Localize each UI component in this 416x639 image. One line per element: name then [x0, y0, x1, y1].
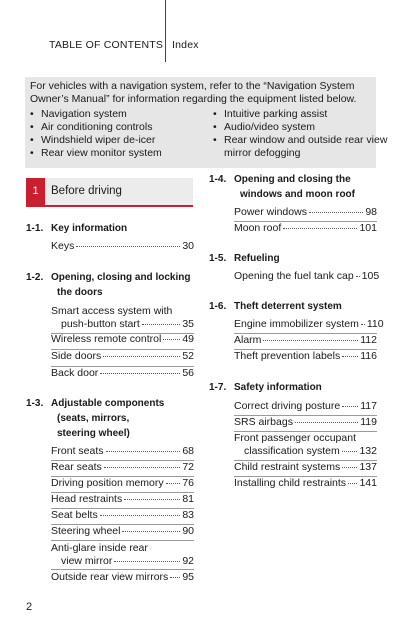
- section-heading[interactable]: 1-3. Adjustable components (seats, mirrors, steering wheel): [26, 398, 165, 439]
- toc-entry-side-doors[interactable]: Side doors 52: [51, 350, 194, 362]
- toc-entry-driving-memory[interactable]: Driving position memory 76: [51, 477, 194, 489]
- page-number: 2: [26, 601, 33, 613]
- notice-text: For vehicles with a navigation system, refer to the “Navigation System Owner’s Manual” for information regarding the equipment listed below.: [30, 80, 357, 105]
- toc-entry-rear-seats[interactable]: Rear seats 72: [51, 461, 194, 473]
- section-heading[interactable]: 1-6. Theft deterrent system: [209, 301, 342, 312]
- toc-entry-smart-access[interactable]: Smart access system with push-button start 35: [51, 305, 194, 330]
- toc-entry-head-restraints[interactable]: Head restraints 81: [51, 493, 194, 505]
- toc-entry-keys[interactable]: Keys 30: [51, 240, 194, 252]
- entry-divider: [51, 569, 194, 570]
- chapter-heading[interactable]: [26, 178, 193, 207]
- section-heading[interactable]: 1-7. Safety information: [209, 382, 322, 393]
- toc-entry-immobilizer[interactable]: Engine immobilizer system 110: [234, 318, 384, 330]
- notice-item: • Rear window and outside rear view: [213, 134, 388, 146]
- section-heading[interactable]: 1-2. Opening, closing and locking the doors: [26, 272, 191, 298]
- toc-entry-child-restraint-systems[interactable]: Child restraint systems 137: [234, 461, 377, 473]
- toc-header-label: TABLE OF CONTENTS: [49, 39, 164, 51]
- entry-divider: [51, 540, 194, 541]
- toc-entry-moon-roof[interactable]: Moon roof 101: [234, 222, 377, 234]
- toc-entry-occupant-classification[interactable]: Front passenger occupant classification system 132: [234, 432, 377, 457]
- toc-entry-fuel-tank-cap[interactable]: Opening the fuel tank cap 105: [234, 270, 380, 282]
- notice-item-continued: mirror defogging: [224, 147, 301, 159]
- toc-entry-alarm[interactable]: Alarm 112: [234, 334, 377, 346]
- notice-item: • Windshield wiper de-icer: [30, 134, 156, 146]
- chapter-title: Before driving: [45, 178, 193, 205]
- notice-item: • Navigation system: [30, 108, 127, 120]
- toc-entry-srs-airbags[interactable]: SRS airbags 119: [234, 416, 377, 428]
- section-heading[interactable]: 1-4. Opening and closing the windows and moon roof: [209, 174, 355, 200]
- toc-entry-outside-mirrors[interactable]: Outside rear view mirrors 95: [51, 571, 194, 583]
- section-heading[interactable]: 1-5. Refueling: [209, 253, 280, 264]
- header-divider: [165, 0, 166, 62]
- toc-entry-seat-belts[interactable]: Seat belts 83: [51, 509, 194, 521]
- chapter-number: 1: [26, 178, 45, 205]
- toc-entry-power-windows[interactable]: Power windows 98: [234, 206, 377, 218]
- navigation-notice-box: [25, 77, 388, 168]
- toc-entry-driving-posture[interactable]: Correct driving posture 117: [234, 400, 377, 412]
- notice-item: • Air conditioning controls: [30, 121, 153, 133]
- toc-entry-installing-child-restraints[interactable]: Installing child restraints 141: [234, 477, 377, 489]
- toc-entry-antiglare-mirror[interactable]: Anti-glare inside rear view mirror 92: [51, 542, 194, 567]
- toc-entry-steering-wheel[interactable]: Steering wheel 90: [51, 525, 194, 537]
- notice-item: • Audio/video system: [213, 121, 316, 133]
- index-header-label[interactable]: Index: [172, 39, 199, 51]
- toc-entry-wireless-remote[interactable]: Wireless remote control 49: [51, 333, 194, 345]
- toc-entry-back-door[interactable]: Back door 56: [51, 367, 194, 379]
- notice-item: • Rear view monitor system: [30, 147, 162, 159]
- notice-item: • Intuitive parking assist: [213, 108, 328, 120]
- toc-entry-front-seats[interactable]: Front seats 68: [51, 445, 194, 457]
- toc-entry-theft-labels[interactable]: Theft prevention labels 116: [234, 350, 377, 362]
- section-heading[interactable]: 1-1. Key information: [26, 223, 128, 234]
